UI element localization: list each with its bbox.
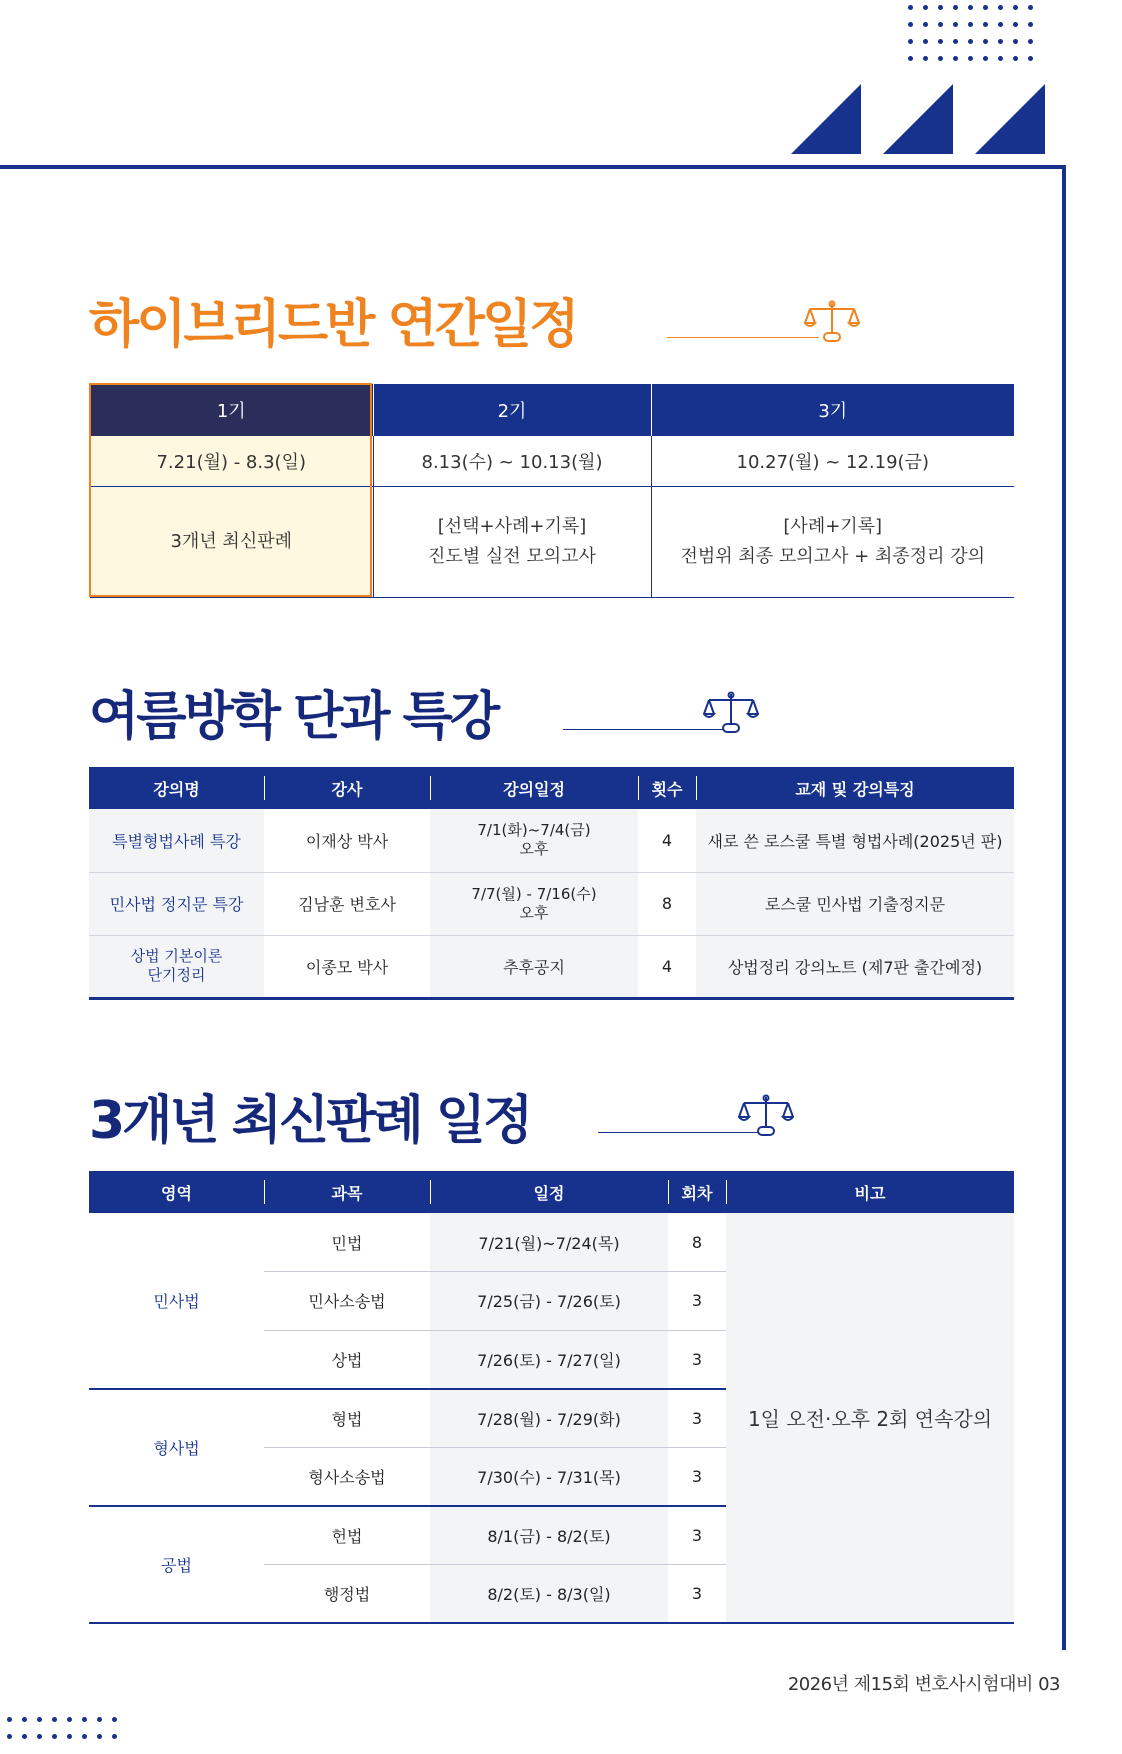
column-header [696, 767, 1014, 809]
session-count: 8 [668, 1213, 726, 1272]
column-header-label: 회차 [681, 1183, 713, 1203]
dot [22, 1734, 27, 1739]
dot [22, 1717, 27, 1722]
dot [923, 5, 928, 10]
column-header [668, 1171, 726, 1213]
lecture-count: 4 [638, 935, 696, 998]
dot-pattern-bottom [7, 1717, 117, 1739]
dot [97, 1717, 102, 1722]
dot [7, 1734, 12, 1739]
column-header [430, 767, 638, 809]
dot [52, 1717, 57, 1722]
dot [908, 39, 913, 44]
term-content-line: 전범위 최종 모의고사 + 최종정리 강의 [680, 545, 985, 567]
dot [82, 1734, 87, 1739]
dot [112, 1717, 117, 1722]
dot [983, 56, 988, 61]
triangle-decoration [883, 84, 953, 154]
term1-highlight-outline [89, 383, 372, 597]
area-label: 형사법 [89, 1389, 264, 1506]
section-title-caselaw: 3개년 최신판례 일정 [89, 1091, 531, 1151]
column-header-label: 교재 및 강의특징 [795, 779, 915, 799]
dot [998, 56, 1003, 61]
lecture-teacher: 이종모 박사 [264, 935, 430, 998]
schedule-line: 7/1(화)~7/4(금) [477, 821, 591, 840]
dot [953, 5, 958, 10]
date-range: 8/2(토) - 8/3(일) [430, 1564, 668, 1623]
lecture-name: 특별형법사례 특강 [89, 809, 264, 872]
column-header [726, 1171, 1014, 1213]
dot [968, 56, 973, 61]
dot [908, 22, 913, 27]
date-range: 8/1(금) - 8/2(토) [430, 1506, 668, 1565]
session-count: 3 [668, 1447, 726, 1506]
lecture-count: 8 [638, 872, 696, 935]
dot [37, 1717, 42, 1722]
term-header: 2기 [373, 384, 651, 436]
remark: 1일 오전·오후 2회 연속강의 [726, 1213, 1014, 1623]
term-content-line: 3개년 최신판례 [170, 530, 292, 552]
date-range: 7/30(수) - 7/31(목) [430, 1447, 668, 1506]
session-count: 3 [668, 1506, 726, 1565]
dot [938, 56, 943, 61]
frame-right-border [1062, 165, 1066, 1650]
dot [1028, 39, 1033, 44]
scale-icon [738, 1093, 794, 1139]
dot [968, 39, 973, 44]
lecture-material: 로스쿨 민사법 기출정지문 [696, 872, 1014, 935]
dot [1028, 22, 1033, 27]
column-header-label: 강사 [331, 779, 363, 799]
column-header-label: 강의일정 [503, 779, 565, 799]
term-header: 1기 [90, 384, 373, 436]
term-content [651, 486, 1014, 597]
term-date: 8.13(수) ~ 10.13(월) [373, 436, 651, 486]
column-header [638, 767, 696, 809]
subject: 민법 [264, 1213, 430, 1272]
schedule-line: 오후 [519, 903, 549, 922]
dot [908, 56, 913, 61]
dot [983, 5, 988, 10]
column-header: 강의명 [89, 767, 264, 809]
subject: 상법 [264, 1330, 430, 1389]
schedule-line: 7/7(월) - 7/16(수) [471, 884, 597, 903]
dot-pattern-top [908, 5, 1033, 61]
term-date: 10.27(월) ~ 12.19(금) [651, 436, 1014, 486]
lecture-schedule [430, 872, 638, 935]
dot [1013, 56, 1018, 61]
frame-top-border [0, 165, 1066, 169]
dot [7, 1717, 12, 1722]
lecture-teacher: 이재상 박사 [264, 809, 430, 872]
column-header [264, 767, 430, 809]
lecture-teacher: 김남훈 변호사 [264, 872, 430, 935]
lecture-material: 상법정리 강의노트 (제7판 출간예정) [696, 935, 1014, 998]
dot [953, 56, 958, 61]
dot [67, 1717, 72, 1722]
term-header: 3기 [651, 384, 1014, 436]
dot [1013, 22, 1018, 27]
lecture-schedule [430, 809, 638, 872]
title-underline [598, 1132, 758, 1133]
lecture-count: 4 [638, 809, 696, 872]
subject: 형법 [264, 1389, 430, 1448]
area-label: 민사법 [89, 1213, 264, 1389]
title-underline [563, 729, 723, 730]
table-row [89, 935, 1014, 998]
column-header-label: 비고 [854, 1183, 886, 1203]
triangle-decoration [975, 84, 1045, 154]
dot [968, 5, 973, 10]
term-content-line: 진도별 실전 모의고사 [428, 545, 596, 567]
scale-icon [804, 299, 860, 345]
session-count: 3 [668, 1564, 726, 1623]
column-header: 영역 [89, 1171, 264, 1213]
dot [908, 5, 913, 10]
dot [97, 1734, 102, 1739]
dot [1028, 5, 1033, 10]
dot [998, 39, 1003, 44]
subject: 형사소송법 [264, 1447, 430, 1506]
page-footer: 2026년 제15회 변호사시험대비 03 [787, 1674, 1060, 1695]
dot [938, 5, 943, 10]
session-count: 3 [668, 1330, 726, 1389]
dot [938, 22, 943, 27]
dot [983, 22, 988, 27]
lecture-name-line: 단기정리 [147, 966, 206, 984]
dot [923, 56, 928, 61]
dot [953, 39, 958, 44]
dot [923, 22, 928, 27]
dot [1028, 56, 1033, 61]
dot [998, 22, 1003, 27]
term-content-line: [사례+기록] [783, 515, 883, 537]
date-range: 7/28(월) - 7/29(화) [430, 1389, 668, 1448]
lecture-name [89, 935, 264, 998]
dot [37, 1734, 42, 1739]
lecture-name: 민사법 정지문 특강 [89, 872, 264, 935]
summer-lecture-table [89, 767, 1014, 1000]
subject: 민사소송법 [264, 1272, 430, 1331]
caselaw-schedule-table [89, 1171, 1014, 1624]
term-date: 7.21(월) - 8.3(일) [90, 436, 373, 486]
lecture-schedule: 추후공지 [430, 935, 638, 998]
title-underline [667, 337, 819, 338]
subject: 헌법 [264, 1506, 430, 1565]
session-count: 3 [668, 1389, 726, 1448]
dot [112, 1734, 117, 1739]
date-range: 7/21(월)~7/24(목) [430, 1213, 668, 1272]
triangle-decoration [791, 84, 861, 154]
lecture-name-line: 상법 기본이론 [130, 947, 223, 965]
subject: 행정법 [264, 1564, 430, 1623]
dot [67, 1734, 72, 1739]
column-header-label: 일정 [533, 1183, 565, 1203]
section-title-hybrid: 하이브리드반 연간일정 [89, 295, 577, 355]
date-range: 7/25(금) - 7/26(토) [430, 1272, 668, 1331]
table-row [89, 809, 1014, 872]
dot [998, 5, 1003, 10]
dot [983, 39, 988, 44]
date-range: 7/26(토) - 7/27(일) [430, 1330, 668, 1389]
dot [968, 22, 973, 27]
column-header-label: 과목 [331, 1183, 363, 1203]
table-row [89, 872, 1014, 935]
dot [938, 39, 943, 44]
scale-icon [703, 690, 759, 736]
session-count: 3 [668, 1272, 726, 1331]
section-title-summer: 여름방학 단과 특강 [89, 687, 498, 747]
dot [953, 22, 958, 27]
dot [52, 1734, 57, 1739]
dot [923, 39, 928, 44]
table-row [89, 1213, 1014, 1272]
column-header [264, 1171, 430, 1213]
column-header [430, 1171, 668, 1213]
dot [82, 1717, 87, 1722]
lecture-material: 새로 쓴 로스쿨 특별 형법사례(2025년 판) [696, 809, 1014, 872]
dot [1013, 5, 1018, 10]
term-content [373, 486, 651, 597]
column-header-label: 횟수 [651, 779, 683, 799]
area-label: 공법 [89, 1506, 264, 1623]
term-content-line: [선택+사례+기록] [437, 515, 587, 537]
dot [1013, 39, 1018, 44]
schedule-line: 오후 [519, 840, 549, 859]
